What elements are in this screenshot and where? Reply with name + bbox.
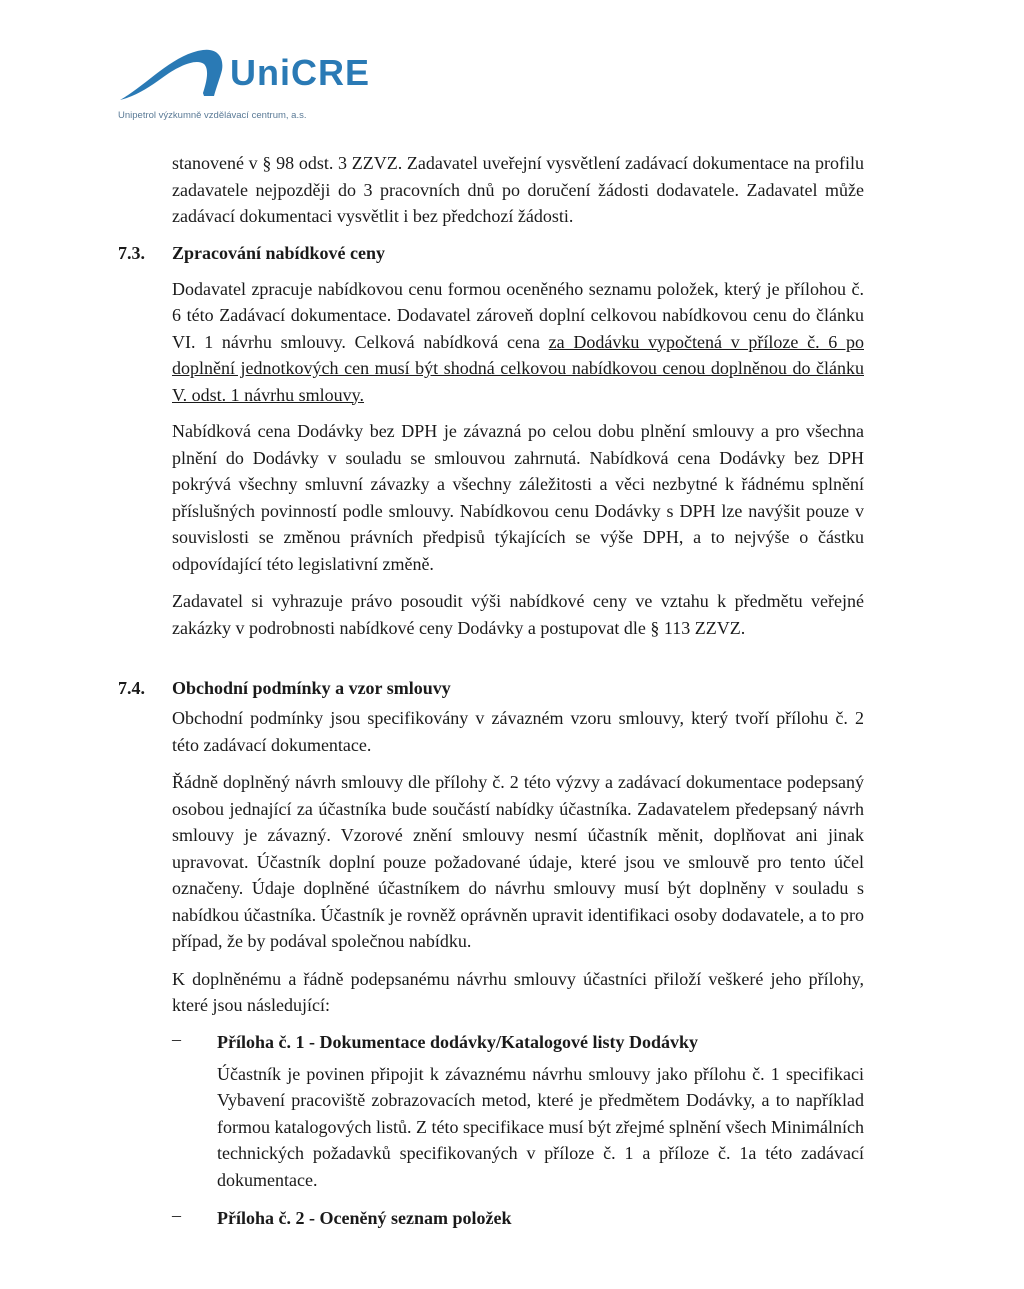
paragraph-text: Dodavatel zpracuje nabídkovou cenu formou oceněného seznamu položek, který je přílohou č. 6 této Zadávací dokumentace. Dodavatel zároveň doplní celkovou nabídkovou cenu do článku VI. 1 návrhu smlouvy. Celková nabídková cena [172, 278, 864, 352]
section-heading-7-3 [118, 240, 864, 266]
logo-subtitle: Unipetrol výzkumně vzdělávací centrum, a.s. [118, 110, 307, 121]
section-title: Obchodní podmínky a vzor smlouvy [172, 678, 451, 698]
section-title: Zpracování nabídkové ceny [172, 242, 386, 263]
logo-swoosh-icon [118, 44, 228, 104]
section-heading-7-4 [118, 675, 864, 701]
section-number: 7.4. [118, 678, 145, 698]
paragraph-attachments-intro: K doplněnému a řádně podepsanému návrhu smlouvy účastníci přiloží veškeré jeho přílohy, které jsou následující: [172, 968, 864, 1015]
underlined-text: za Dodávku vypočtená v příloze č. 6 po doplnění jednotkových cen musí být shodná celkovou nabídkovou cenou doplněnou do článku V. odst. 1 návrhu smlouvy. [172, 331, 864, 405]
paragraph-price-processing [172, 276, 864, 409]
list-dash: – [172, 1028, 181, 1049]
attachment-title-1: Příloha č. 1 - Dokumentace dodávky/Katalogové listy Dodávky [217, 1031, 699, 1052]
list-item [172, 1029, 864, 1194]
section-number: 7.3. [118, 242, 145, 263]
logo-name: UniCRE [230, 52, 370, 93]
attachment-title-2: Příloha č. 2 - Oceněný seznam položek [217, 1208, 512, 1228]
company-logo [118, 44, 418, 124]
paragraph-contract-draft: Řádně doplněný návrh smlouvy dle přílohy č. 2 této výzvy a zadávací dokumentace podepsaný osobou jednající za účastníka bude součástí nabídky účastníka. Zadavatelem předepsaný návrh smlouvy je závazný. Vzorové znění smlouvy nesmí účastník měnit, doplňovat ani jinak upravovat. Účastník doplní pouze požadované údaje, které jsou ve smlouvě pro tento účel označeny. Údaje doplněné účastníkem do návrhu smlouvy musí být doplněny v souladu s nabídkou účastníka. Účastník je rovněž oprávněn upravit identifikaci osoby dodavatele, a to pro případ, že by podával společnou nabídku. [172, 772, 864, 951]
paragraph-price-binding: Nabídková cena Dodávky bez DPH je závazná po celou dobu plnění smlouvy a pro všechna plnění do Dodávky v souladu se smlouvou zahrnutá. Nabídková cena Dodávky bez DPH pokrývá všechny smluvní závazky a všechny záležitosti a věci nezbytné k řádnému splnění příslušných povinností podle smlouvy. Nabídkovou cenu Dodávky s DPH lze navýšit pouze v souvislosti se změnou právních předpisů týkajících se výše DPH, a to nejvýše o částku odpovídající této legislativní změně. [172, 421, 864, 574]
attachment-body-1: Účastník je povinen připojit k závaznému návrhu smlouvy jako přílohu č. 1 specifikaci Vybavení pracoviště zobrazovacích metod, které je předmětem Dodávky, a to například formou katalogových listů. Z této specifikace musí být zřejmé splnění všech Minimálních technických požadavků specifikovaných v příloze č. 1 a příloze č. 1a této zadávací dokumentace. [217, 1063, 864, 1190]
paragraph-commercial-terms: Obchodní podmínky jsou specifikovány v závazném vzoru smlouvy, který tvoří přílohu č. 2 této zadávací dokumentace. [172, 708, 864, 755]
paragraph-price-assessment: Zadavatel si vyhrazuje právo posoudit výši nabídkové ceny ve vztahu k předmětu veřejné zakázky v podrobnosti nabídkové ceny Dodávky a postupovat dle § 113 ZZVZ. [172, 591, 864, 638]
list-item [172, 1205, 864, 1231]
document-body [118, 150, 864, 1231]
list-dash: – [172, 1205, 181, 1225]
paragraph-intro: stanovené v § 98 odst. 3 ZZVZ. Zadavatel uveřejní vysvětlení zadávací dokumentace na profilu zadavatele nejpozději do 3 pracovních dnů po doručení žádosti dodavatele. Zadavatel může zadávací dokumentaci vysvětlit i bez předchozí žádosti. [172, 153, 864, 226]
